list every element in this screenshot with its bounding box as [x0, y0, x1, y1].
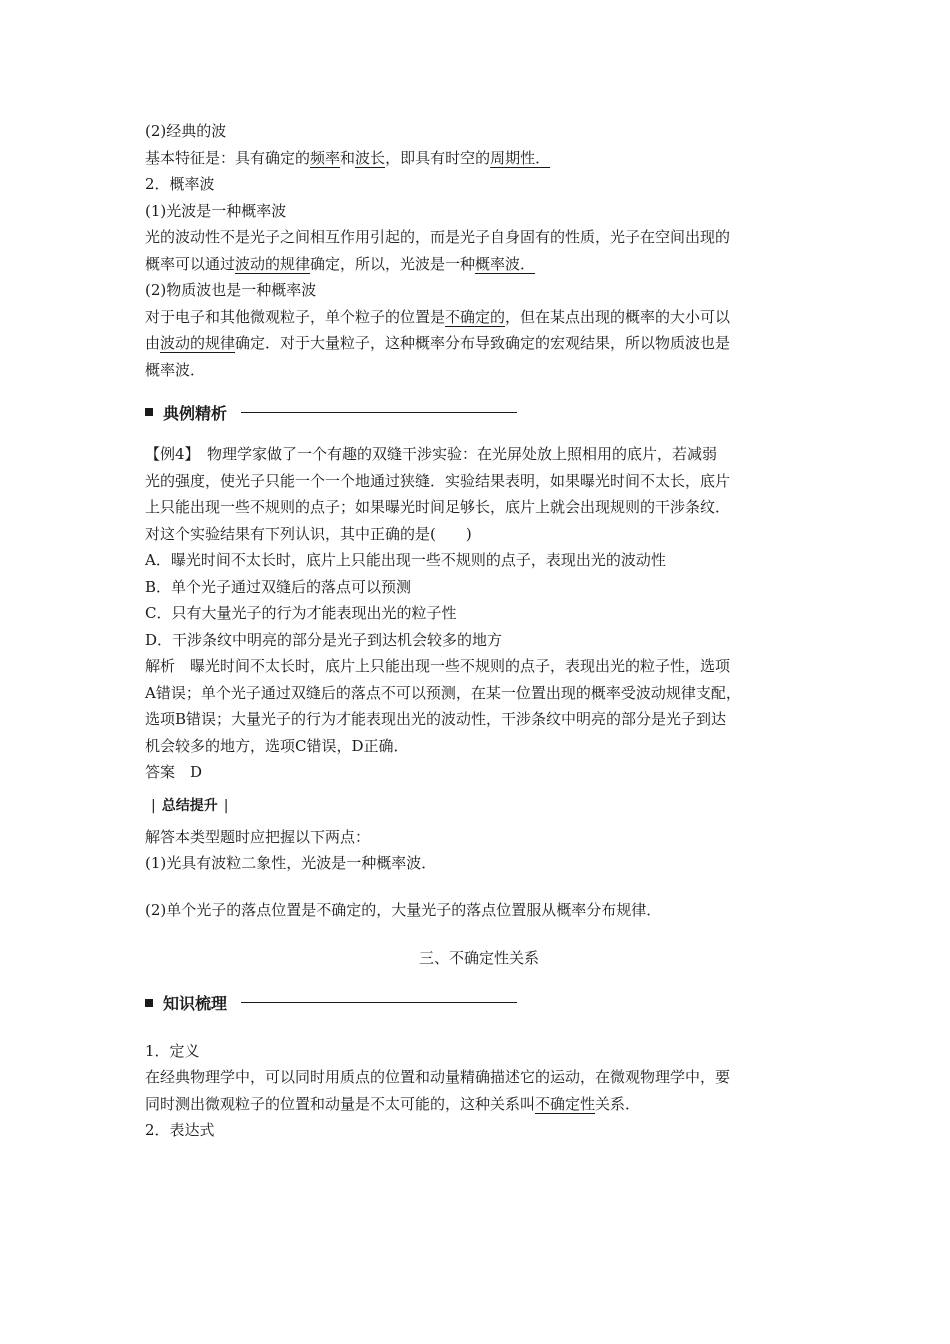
- underlined-term-periodicity: 周期性．: [490, 148, 551, 167]
- text-segment: 关系．: [595, 1094, 641, 1113]
- section-title: 典例精析: [163, 403, 228, 423]
- underlined-term-frequency: 频率: [310, 148, 341, 167]
- square-bullet-icon: [145, 999, 153, 1007]
- definition-heading: 1．定义: [145, 1041, 200, 1060]
- option-a: A．曝光时间不太长时，底片上只能出现一些不规则的点子，表现出光的波动性: [145, 551, 666, 569]
- text-segment: 由: [145, 334, 161, 352]
- prob-wave-heading: 2．概率波: [145, 175, 215, 193]
- text-segment: 同时测出微观粒子的位置和动量是不太可能的，这种关系叫: [145, 1094, 536, 1113]
- analysis-line: 选项B错误；大量光子的行为才能表现出光的波动性，干涉条纹中明亮的部分是光子到达: [145, 710, 727, 728]
- analysis-line: 解析 曝光时间不太长时，底片上只能出现一些不规则的点子，表现出光的粒子性，选项: [145, 657, 731, 675]
- underlined-term: 不确定的: [445, 307, 506, 326]
- underlined-term: 波动的规律: [235, 254, 311, 273]
- square-bullet-icon: [145, 408, 153, 416]
- classical-wave-feature: [145, 145, 813, 172]
- option-c: C．只有大量光子的行为才能表现出光的粒子性: [145, 604, 457, 622]
- underlined-term: 波动的规律: [160, 334, 236, 352]
- text-segment: 和: [340, 148, 356, 167]
- option-b: B．单个光子通过双缝后的落点可以预测: [145, 577, 412, 596]
- divider: |: [223, 797, 229, 814]
- section-rule: [241, 412, 517, 413]
- text-segment: 对于电子和其他微观粒子，单个粒子的位置是: [145, 307, 446, 326]
- section-header-knowledge: [145, 988, 813, 1018]
- definition-line: 在经典物理学中，可以同时用质点的位置和动量精确描述它的运动，在微观物理学中，要: [145, 1068, 731, 1086]
- paragraph-line: 光的波动性不是光子之间相互作用引起的，而是光子自身固有的性质，光子在空间出现的: [145, 228, 731, 246]
- example-tag: 【例4】: [145, 445, 193, 463]
- example-question-line: 对这个实验结果有下列认识，其中正确的是( ): [145, 524, 472, 543]
- text-segment: 概率可以通过: [145, 254, 236, 273]
- summary-point-2: (2)单个光子的落点位置是不确定的，大量光子的落点位置服从概率分布规律．: [145, 900, 662, 919]
- example-question-line: 光的强度，使光子只能一个一个地通过狭缝．实验结果表明，如果曝光时间不太长，底片: [145, 471, 731, 490]
- underlined-term-wavelength: 波长: [355, 148, 386, 167]
- text-segment: 确定．对于大量粒子，这种概率分布导致确定的宏观结果，所以物质波也是: [235, 334, 731, 352]
- section-rule: [241, 1002, 517, 1003]
- paragraph-line: 概率波．: [145, 360, 206, 379]
- prob-wave-sub2: (2)物质波也是一种概率波: [145, 281, 317, 299]
- section-header-examples: [145, 397, 813, 427]
- summary-title: 总结提升: [161, 797, 218, 814]
- paragraph-line: [145, 304, 813, 331]
- classical-wave-heading: (2)经典的波: [145, 122, 227, 140]
- text-segment: ，即具有时空的: [385, 148, 491, 167]
- example-question-line: 上只能出现一些不规则的点子；如果曝光时间足够长，底片上就会出现规则的干涉条纹．: [145, 498, 731, 516]
- divider: |: [151, 797, 156, 814]
- document-page: [145, 118, 813, 1144]
- option-d: D．干涉条纹中明亮的部分是光子到达机会较多的地方: [145, 630, 503, 649]
- summary-header: [145, 794, 813, 818]
- example-question-line: [145, 441, 813, 468]
- analysis-line: A错误；单个光子通过双缝后的落点不可以预测，在某一位置出现的概率受波动规律支配，: [145, 683, 741, 702]
- prob-wave-sub1: (1)光波是一种概率波: [145, 201, 287, 220]
- expression-heading: 2．表达式: [145, 1121, 215, 1139]
- paragraph-line: [145, 330, 813, 357]
- text-segment: 基本特征是：具有确定的: [145, 148, 311, 167]
- part-title: 三、不确定性关系: [418, 949, 539, 967]
- summary-intro: 解答本类型题时应把握以下两点：: [145, 827, 371, 846]
- answer-line: 答案 D: [145, 763, 203, 781]
- text-segment: 确定，所以，光波是一种: [310, 254, 476, 273]
- underlined-term: 概率波．: [475, 254, 536, 273]
- text-segment: 物理学家做了一个有趣的双缝干涉实验：在光屏处放上照相用的底片，若减弱: [192, 445, 718, 463]
- text-segment: ，但在某点出现的概率的大小可以: [505, 307, 731, 326]
- summary-point-1: (1)光具有波粒二象性，光波是一种概率波．: [145, 854, 437, 872]
- analysis-line: 机会较多的地方，选项C错误，D正确．: [145, 736, 409, 755]
- underlined-term: 不确定性: [535, 1094, 596, 1113]
- paragraph-line: [145, 251, 813, 278]
- section-title: 知识梳理: [163, 994, 228, 1013]
- definition-line: [145, 1091, 813, 1118]
